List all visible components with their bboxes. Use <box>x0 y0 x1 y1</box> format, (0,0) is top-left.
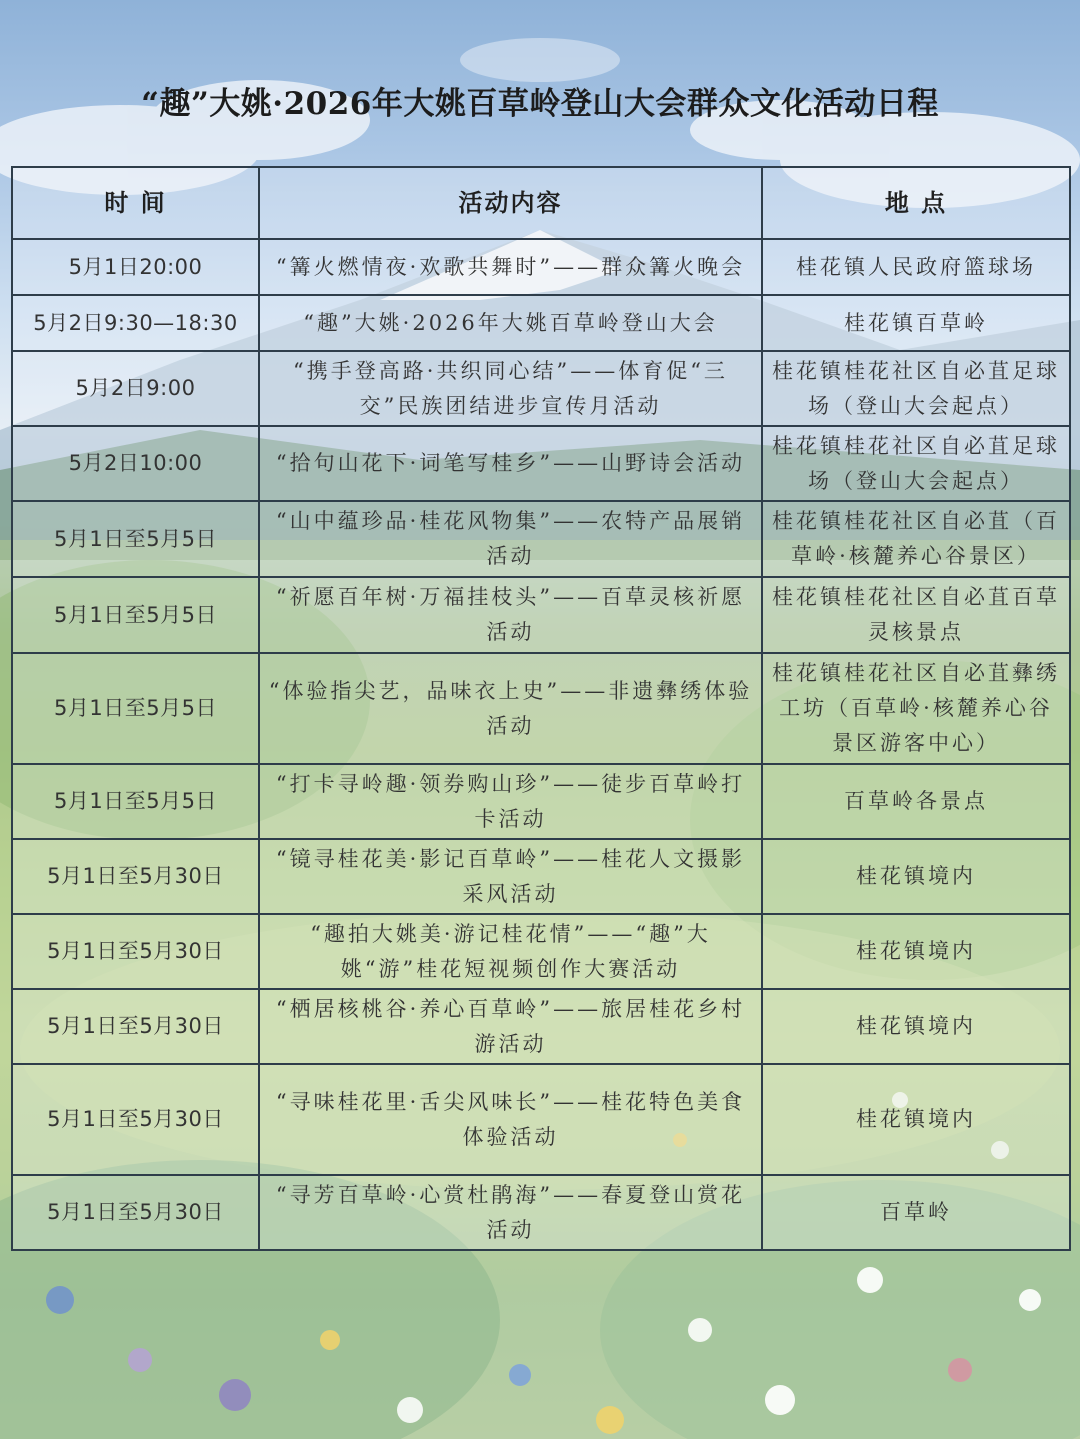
table-row <box>12 1064 1070 1175</box>
row-location: 百草岭 <box>762 1175 1070 1250</box>
row-activity: “山中蕴珍品·桂花风物集”——农特产品展销活动 <box>259 501 762 577</box>
row-activity: “篝火燃情夜·欢歌共舞时”——群众篝火晚会 <box>259 239 762 295</box>
row-time: 5月1日至5月5日 <box>12 501 259 577</box>
row-time: 5月1日至5月5日 <box>12 653 259 764</box>
row-location: 桂花镇人民政府篮球场 <box>762 239 1070 295</box>
row-location: 桂花镇桂花社区自必苴足球场（登山大会起点） <box>762 351 1070 426</box>
row-activity: “寻味桂花里·舌尖风味长”——桂花特色美食体验活动 <box>259 1064 762 1175</box>
schedule-table <box>11 166 1071 1251</box>
row-time: 5月1日至5月30日 <box>12 839 259 914</box>
row-location: 桂花镇境内 <box>762 1064 1070 1175</box>
table-row <box>12 764 1070 839</box>
row-time: 5月2日9:00 <box>12 351 259 426</box>
row-activity: “打卡寻岭趣·领券购山珍”——徒步百草岭打卡活动 <box>259 764 762 839</box>
table-row <box>12 1175 1070 1250</box>
table-row <box>12 577 1070 653</box>
row-location: 桂花镇境内 <box>762 989 1070 1064</box>
row-location: 桂花镇境内 <box>762 914 1070 989</box>
row-time: 5月1日至5月30日 <box>12 1064 259 1175</box>
table-row <box>12 653 1070 764</box>
row-activity: “镜寻桂花美·影记百草岭”——桂花人文摄影采风活动 <box>259 839 762 914</box>
row-activity: “拾句山花下·词笔写桂乡”——山野诗会活动 <box>259 426 762 501</box>
row-time: 5月1日至5月5日 <box>12 764 259 839</box>
row-activity: “栖居核桃谷·养心百草岭”——旅居桂花乡村游活动 <box>259 989 762 1064</box>
row-activity: “体验指尖艺，品味衣上史”——非遗彝绣体验活动 <box>259 653 762 764</box>
row-time: 5月1日20:00 <box>12 239 259 295</box>
row-activity: “携手登高路·共织同心结”——体育促“三交”民族团结进步宣传月活动 <box>259 351 762 426</box>
row-time: 5月1日至5月30日 <box>12 989 259 1064</box>
header-location: 地 点 <box>762 167 1070 239</box>
table-row <box>12 501 1070 577</box>
row-time: 5月1日至5月30日 <box>12 1175 259 1250</box>
table-row <box>12 914 1070 989</box>
row-time: 5月2日10:00 <box>12 426 259 501</box>
table-row <box>12 426 1070 501</box>
table-row <box>12 989 1070 1064</box>
row-activity: “寻芳百草岭·心赏杜鹃海”——春夏登山赏花活动 <box>259 1175 762 1250</box>
header-activity: 活动内容 <box>259 167 762 239</box>
row-location: 桂花镇百草岭 <box>762 295 1070 351</box>
row-activity: “祈愿百年树·万福挂枝头”——百草灵核祈愿活动 <box>259 577 762 653</box>
row-time: 5月2日9:30—18:30 <box>12 295 259 351</box>
table-row <box>12 839 1070 914</box>
row-location: 桂花镇境内 <box>762 839 1070 914</box>
table-row <box>12 239 1070 295</box>
row-location: 百草岭各景点 <box>762 764 1070 839</box>
row-time: 5月1日至5月5日 <box>12 577 259 653</box>
header-row <box>12 167 1070 239</box>
row-activity: “趣拍大姚美·游记桂花情”——“趣”大姚“游”桂花短视频创作大赛活动 <box>259 914 762 989</box>
table-row <box>12 295 1070 351</box>
header-time: 时 间 <box>12 167 259 239</box>
row-location: 桂花镇桂花社区自必苴彝绣工坊（百草岭·核麓养心谷景区游客中心） <box>762 653 1070 764</box>
row-location: 桂花镇桂花社区自必苴足球场（登山大会起点） <box>762 426 1070 501</box>
row-activity: “趣”大姚·2026年大姚百草岭登山大会 <box>259 295 762 351</box>
row-time: 5月1日至5月30日 <box>12 914 259 989</box>
row-location: 桂花镇桂花社区自必苴（百草岭·核麓养心谷景区） <box>762 501 1070 577</box>
table-row <box>12 351 1070 426</box>
page-title: “趣”大姚·2026年大姚百草岭登山大会群众文化活动日程 <box>141 86 939 122</box>
row-location: 桂花镇桂花社区自必苴百草灵核景点 <box>762 577 1070 653</box>
